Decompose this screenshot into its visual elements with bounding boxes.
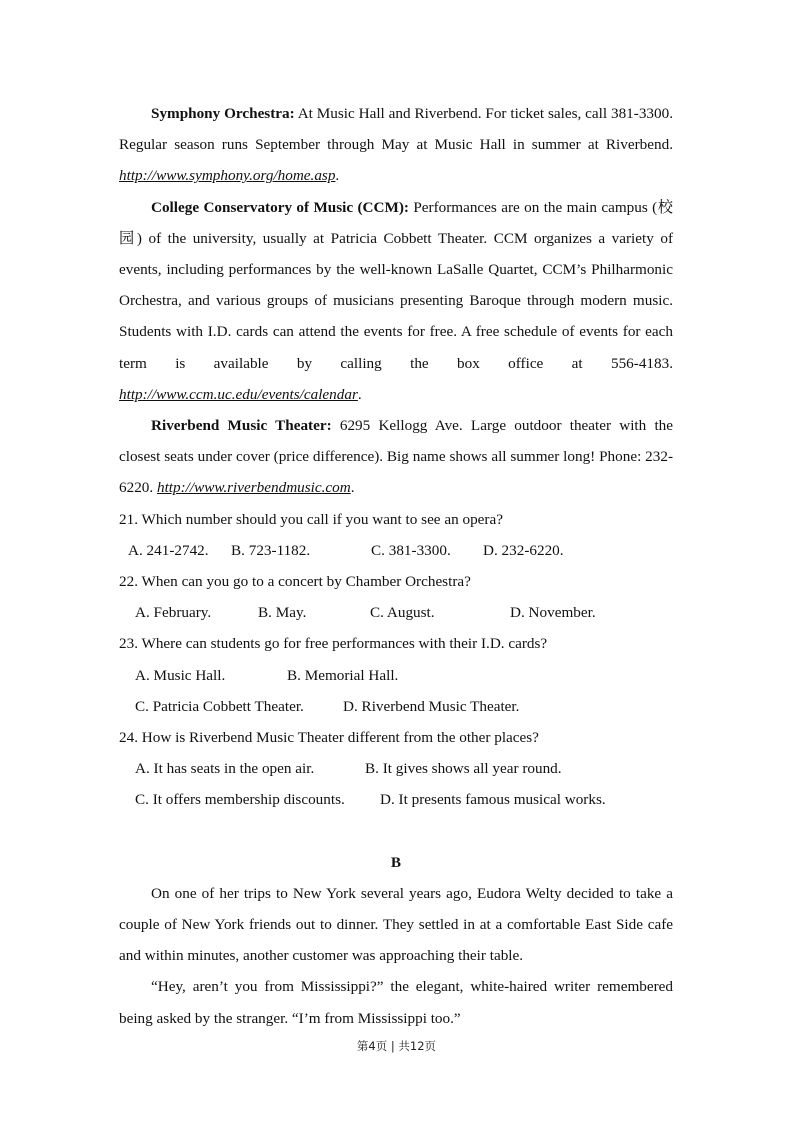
punctuation: .	[350, 479, 355, 497]
entry-ccm	[119, 192, 673, 410]
entry-symphony-orchestra	[119, 98, 673, 192]
section-title-b: B	[390, 853, 402, 871]
ccm-link[interactable]: http://www.ccm.uc.edu/events/calendar	[119, 385, 358, 403]
symphony-link[interactable]: http://www.symphony.org/home.asp	[119, 167, 336, 185]
option-b: B. Memorial Hall.	[287, 666, 399, 684]
option-b: B. 723-1182.	[231, 541, 311, 559]
page-footer: 第4页 | 共12页	[356, 1039, 437, 1053]
riverbend-link[interactable]: http://www.riverbendmusic.com	[156, 479, 351, 497]
option-d: D. November.	[510, 604, 596, 622]
option-d: D. 232-6220.	[483, 541, 564, 559]
options-row	[119, 660, 673, 691]
options-row	[119, 597, 673, 628]
question-21: 21. Which number should you call if you want to see an opera?	[119, 510, 503, 528]
entry-text: Performances are on the main campus (校园) of the university, usually at Patricia Cobbett Theater. CCM organizes a variety of events, including performances by the well-known LaSalle Quartet, CCM’s Philharmonic Orchestra, and various groups of musicians presenting Baroque through modern music. Students with I.D. cards can attend the events for free. A free schedule of events for each term is available by calling the box office at 556-4183.	[119, 198, 673, 372]
question-23: 23. Where can students go for free performances with their I.D. cards?	[119, 635, 548, 653]
punctuation: .	[335, 167, 340, 185]
option-c: C. August.	[370, 604, 435, 622]
options-row	[119, 753, 673, 784]
option-a: A. It has seats in the open air.	[135, 760, 315, 778]
option-d: D. Riverbend Music Theater.	[343, 697, 520, 715]
options-row	[119, 784, 673, 815]
option-a: A. February.	[135, 604, 212, 622]
option-a: A. 241-2742.	[128, 541, 209, 559]
passage-b-paragraph-1: On one of her trips to New York several years ago, Eudora Welty decided to take a couple of New York friends out to dinner. They settled in at a comfortable East Side cafe and within minutes, another customer was approaching their table.	[119, 884, 673, 965]
entry-heading: College Conservatory of Music (CCM):	[151, 198, 409, 216]
entry-heading: Riverbend Music Theater:	[151, 417, 332, 435]
option-c: C. Patricia Cobbett Theater.	[135, 697, 304, 715]
entry-riverbend	[119, 410, 673, 504]
option-a: A. Music Hall.	[135, 666, 226, 684]
option-d: D. It presents famous musical works.	[380, 791, 606, 809]
options-row	[119, 691, 673, 722]
punctuation: .	[357, 385, 362, 403]
options-row	[119, 535, 673, 566]
option-b: B. It gives shows all year round.	[365, 760, 562, 778]
option-c: C. It offers membership discounts.	[135, 791, 345, 809]
entry-text: 6295 Kellogg Ave. Large outdoor theater with the closest seats under cover (price difference). Big name shows all summer long! Phone: 232-6220.	[119, 417, 674, 497]
question-24: 24. How is Riverbend Music Theater different from the other places?	[119, 729, 539, 747]
option-c: C. 381-3300.	[371, 541, 451, 559]
option-b: B. May.	[258, 604, 307, 622]
passage-b-paragraph-2: “Hey, aren’t you from Mississippi?” the elegant, white-haired writer remembered being asked by the stranger. “I’m from Mississippi too.”	[119, 978, 673, 1027]
document-page	[119, 98, 673, 1034]
entry-text: At Music Hall and Riverbend. For ticket sales, call 381-3300. Regular season runs September through May at Music Hall in summer at Riverbend.	[119, 105, 673, 154]
question-22: 22. When can you go to a concert by Chamber Orchestra?	[119, 573, 471, 591]
spacer	[119, 816, 673, 847]
entry-heading: Symphony Orchestra:	[151, 105, 295, 122]
